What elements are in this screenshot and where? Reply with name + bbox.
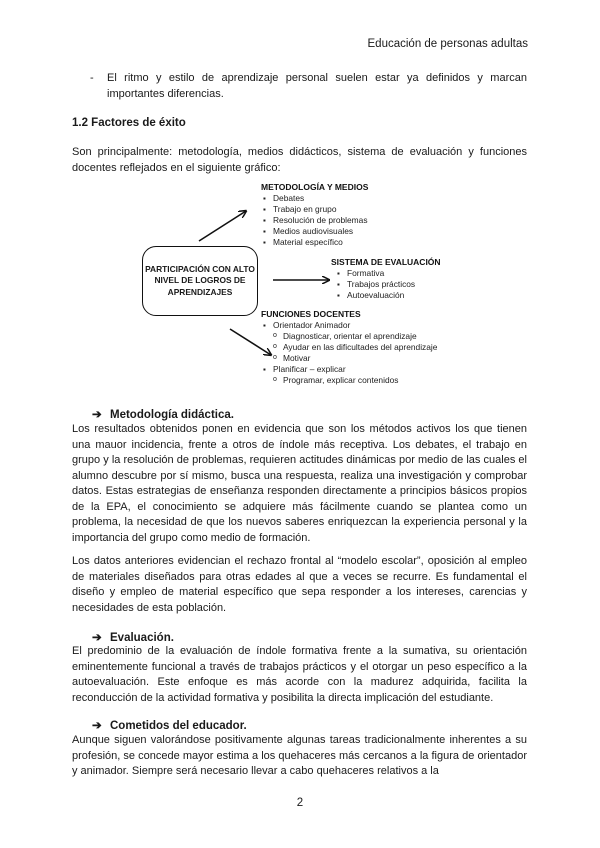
evaluacion-paragraph: El predominio de la evaluación de índole formativa frente a la sumativa, su orientación eminentemente funcional a través de trabajos prácticos y el otorgar un peso específico a la autoevaluación. Este enfoque es más acorde con la madurez adquirida, facilita la reconducción de la actividad formativa y posibilita la directa implicación del estudiante. <box>72 645 527 704</box>
list-item: ▪ Planificar – explicar <box>263 364 437 375</box>
list-subitem: o Ayudar en las dificultades del aprendizaje <box>263 342 437 353</box>
list-subitem: o Programar, explicar contenidos <box>263 375 437 386</box>
right-arrow-icon: ➔ <box>92 632 102 644</box>
list-item: ▪ Formativa <box>337 268 415 279</box>
educador-paragraph: Aunque siguen valorándose positivamente algunas tareas tradicionalmente inherentes a su profesión, se concede mayor estima a los quehaceres más cercanos a la figura de orientador y animador. Siempre será necesario llevar a cabo quehaceres relativos a la <box>72 734 527 777</box>
subheading-text: Evaluación. <box>110 632 174 644</box>
funciones-title: FUNCIONES DOCENTES <box>261 309 361 319</box>
subheading-text: Cometidos del educador. <box>110 720 247 732</box>
list-item: ▪ Orientador Animador <box>263 320 437 331</box>
list-subitem: o Motivar <box>263 353 437 364</box>
right-arrow-icon: ➔ <box>92 409 102 421</box>
metodologia-title: METODOLOGÍA Y MEDIOS <box>261 182 369 192</box>
list-subitem: o Diagnosticar, orientar el aprendizaje <box>263 331 437 342</box>
metodologia-heading <box>92 407 234 421</box>
funciones-list <box>263 320 437 387</box>
metodologia-paragraph-1: Los resultados obtenidos ponen en evidencia que son los métodos activos los que tienen una mauor incidencia, frente a otros de índole más receptiva. Los debates, el trabajo en grupo y la resolución de problemas, requieren actitudes dinámicas por medio de las cuales el alumno descubre por sí mismo, busca una respuesta, realiza una investigación y comprobar datos. Estas estrategias de enseñanza responden directamente a principios básicos propios de la EPA, el conocimiento se adquiere más fácilmente cuando se plantea como un problema, la necesidad de que los nuevos saberes enriquezcan la experiencia personal y la importancia del grupo como medio de formación. <box>72 423 527 544</box>
metodologia-list <box>263 193 368 248</box>
metodologia-paragraph-2: Los datos anteriores evidencian el rechazo frontal al “modelo escolar”, oposición al empleo de materiales diseñados para otras edades al que a veces se recurre. Es fundamental el diseño y empleo de material específico que sepa responder a los intereses, carencias y necesidades de esta población. <box>72 555 527 614</box>
list-item: ▪ Material específico <box>263 237 368 248</box>
evaluacion-title: SISTEMA DE EVALUACIÓN <box>331 257 441 267</box>
arrow-to-metodologia <box>199 211 246 241</box>
evaluacion-list <box>337 268 415 301</box>
bullet-text: El ritmo y estilo de aprendizaje personal suelen estar ya definidos y marcan importantes diferencias. <box>107 72 527 100</box>
list-item: ▪ Resolución de problemas <box>263 215 368 226</box>
section-intro: Son principalmente: metodología, medios didácticos, sistema de evaluación y funciones docentes reflejados en el siguiente gráfico: <box>72 146 527 174</box>
subheading-text: Metodología didáctica. <box>110 409 234 421</box>
list-item: ▪ Medios audiovisuales <box>263 226 368 237</box>
bullet-dash: - <box>90 72 94 84</box>
list-item: ▪ Trabajos prácticos <box>337 279 415 290</box>
list-item: ▪ Debates <box>263 193 368 204</box>
running-header: Educación de personas adultas <box>367 38 528 50</box>
evaluacion-heading <box>92 630 174 644</box>
page-number: 2 <box>296 797 304 809</box>
section-heading: 1.2 Factores de éxito <box>72 117 186 129</box>
right-arrow-icon: ➔ <box>92 720 102 732</box>
list-item: ▪ Trabajo en grupo <box>263 204 368 215</box>
list-item: ▪ Autoevaluación <box>337 290 415 301</box>
center-goal-box: PARTICIPACIÓN CON ALTO NIVEL DE LOGROS DE APRENDIZAJES <box>142 246 258 316</box>
educador-heading <box>92 718 247 732</box>
